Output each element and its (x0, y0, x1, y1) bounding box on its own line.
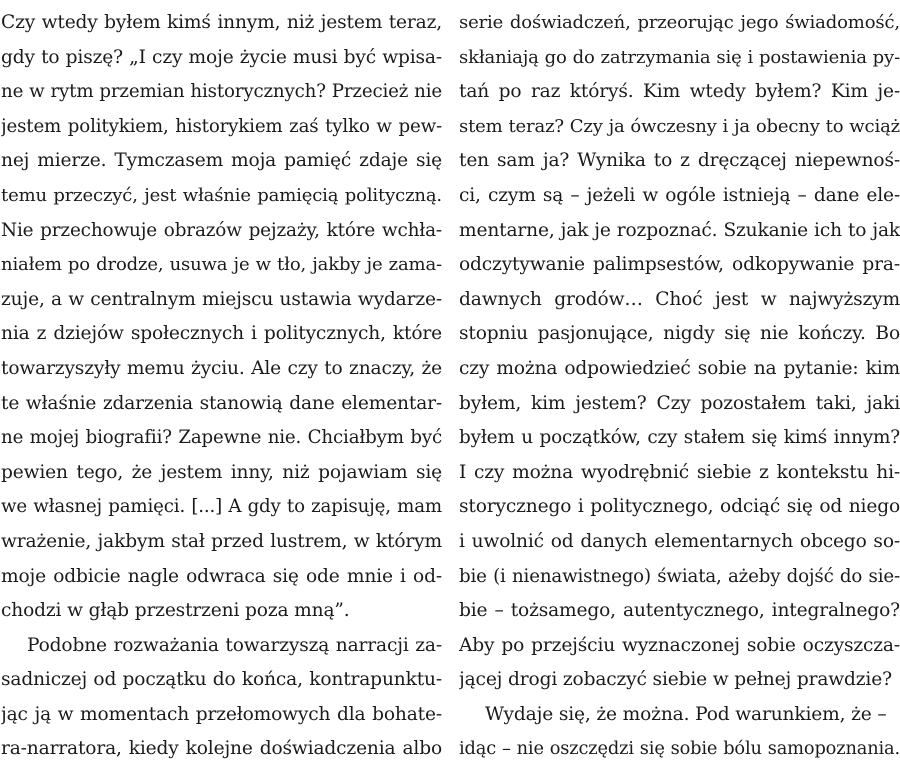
text-line: dawnych grodów… Choć jest w najwyższym (459, 288, 900, 310)
left-column (1, 6, 442, 767)
text-line: bie – tożsamego, autentycznego, integralnego? (459, 600, 900, 622)
text-line: jąc ją w momentach przełomowych dla bohate- (1, 703, 442, 725)
text-line: tań po raz któryś. Kim wtedy byłem? Kim je- (459, 81, 900, 103)
text-line: czy można odpowiedzieć sobie na pytanie: kim (459, 357, 900, 379)
text-line: bie (i nienawistnego) świata, ażeby dojść do sie- (459, 565, 900, 587)
text-line: Podobne rozważania towarzyszą narracji za- (27, 634, 442, 656)
text-line: Czy wtedy byłem kimś innym, niż jestem teraz, (1, 12, 442, 33)
text-line: idąc – nie oszczędzi się sobie bólu samopoznania. (459, 738, 900, 760)
text-line: ne mojej biografii? Zapewne nie. Chciałbym być (1, 427, 442, 449)
text-line: stem teraz? Czy ja ówczesny i ja obecny to wciąż (459, 115, 900, 137)
text-line: storycznego i politycznego, odciąć się od niego (459, 496, 900, 518)
text-line: Wydaje się, że można. Pod warunkiem, że – (485, 703, 887, 725)
text-line: skłaniają go do zatrzymania się i postawienia py- (459, 46, 900, 68)
text-line: temu przeczyć, jest właśnie pamięcią polityczną. (1, 184, 442, 206)
text-line: Nie przechowuje obrazów pejzaży, które wchła- (1, 219, 442, 241)
text-line: towarzyszyły memu życiu. Ale czy to znaczy, że (1, 357, 442, 379)
text-line: Aby po przejściu wyznaczonej sobie oczyszcza- (459, 634, 900, 656)
paragraph (1, 6, 442, 629)
text-line: byłem, kim jestem? Czy pozostałem taki, jaki (459, 392, 900, 414)
text-line: niałem po drodze, usuwa je w tło, jakby je zama- (1, 254, 442, 276)
text-line: byłem u początków, czy stałem się kimś innym? (459, 427, 900, 449)
text-line: we własnej pamięci. [...] A gdy to zapisuję, mam (1, 496, 442, 518)
paragraph (1, 629, 442, 767)
text-line: stopniu pasjonujące, nigdy się nie kończy. Bo (459, 323, 900, 345)
text-line: odczytywanie palimpsestów, odkopywanie pra- (459, 254, 900, 276)
text-line: zuje, a w centralnym miejscu ustawia wydarze- (1, 288, 442, 310)
text-line: ci, czym są – jeżeli w ogóle istnieją – dane ele- (459, 184, 900, 206)
text-line: mentarne, jak je rozpoznać. Szukanie ich to jak (459, 219, 900, 241)
text-line: moje odbicie nagle odwraca się ode mnie i od- (1, 565, 442, 587)
text-line: i uwolnić od danych elementarnych obcego so- (459, 530, 900, 552)
text-line: te właśnie zdarzenia stanowią dane elementar- (1, 392, 442, 414)
paragraph (459, 6, 900, 698)
text-line: ten sam ja? Wynika to z dręczącej niepewnoś- (459, 150, 900, 172)
text-line: gdy to piszę? „I czy moje życie musi być wpisa- (1, 46, 442, 68)
right-column (459, 6, 900, 767)
text-line: ra-narratora, kiedy kolejne doświadczenia albo (1, 738, 442, 760)
text-line: nej mierze. Tymczasem moja pamięć zdaje się (1, 150, 442, 172)
text-line: pewien tego, że jestem inny, niż pojawiam się (1, 461, 442, 483)
text-line: jestem politykiem, historykiem zaś tylko w pew- (1, 115, 442, 137)
text-line: sadniczej od początku do końca, kontrapunktu- (1, 669, 442, 691)
text-line: ne w rytm przemian historycznych? Przecież nie (1, 81, 442, 103)
text-line: wrażenie, jakbym stał przed lustrem, w którym (1, 530, 442, 552)
paragraph (459, 698, 900, 767)
text-line: I czy można wyodrębnić siebie z kontekstu hi- (459, 461, 900, 483)
text-line: serie doświadczeń, przeorując jego świadomość, (459, 12, 900, 33)
text-line: jącej drogi zobaczyć siebie w pełnej prawdzie? (459, 669, 892, 691)
text-line: chodzi w głąb przestrzeni poza mną”. (1, 600, 350, 622)
text-line: nia z dziejów społecznych i politycznych, które (1, 323, 442, 345)
